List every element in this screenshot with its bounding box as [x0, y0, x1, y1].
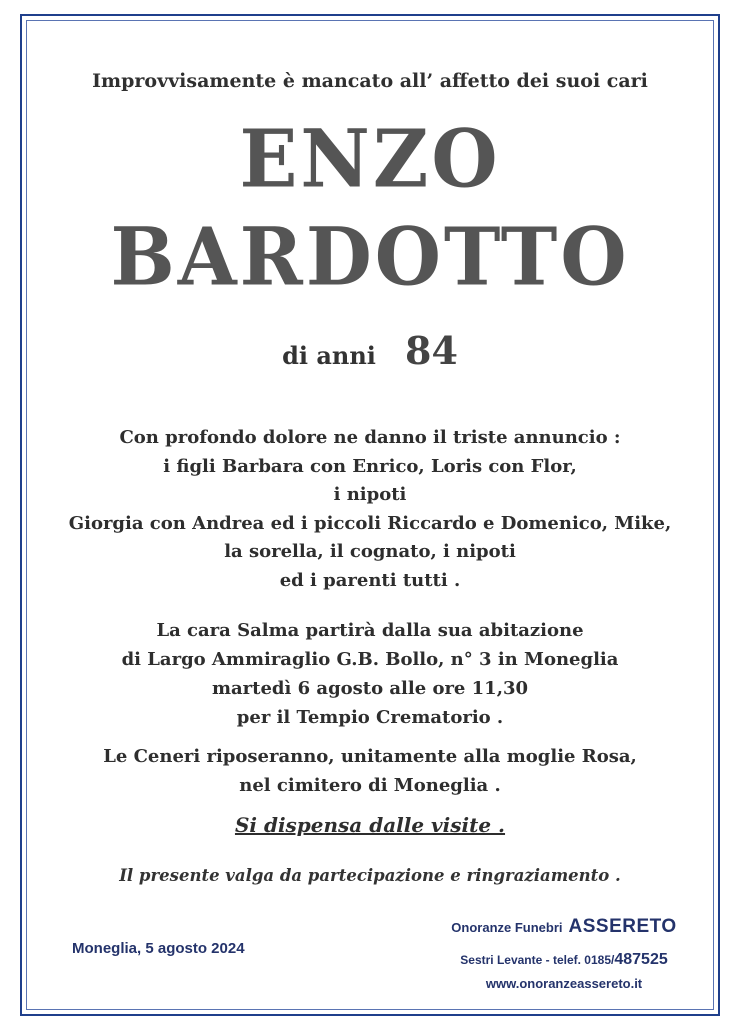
deceased-first-name: ENZO — [239, 111, 501, 206]
age-value: 84 — [405, 328, 458, 373]
ashes-block — [26, 742, 714, 800]
agency-phone: 487525 — [614, 951, 668, 968]
funeral-line: martedì 6 agosto alle ore 11,30 — [211, 678, 529, 699]
announcement-line: Con profondo dolore ne danno il triste annuncio : — [119, 427, 621, 448]
announcement-line: la sorella, il cognato, i nipoti — [224, 541, 516, 562]
announcement-line: i figli Barbara con Enrico, Loris con Flor, — [163, 455, 577, 477]
no-visits-note: Si dispensa dalle visite . — [234, 813, 506, 837]
ashes-line: Le Ceneri riposeranno, unitamente alla moglie Rosa, — [103, 746, 637, 767]
funeral-line: La cara Salma partirà dalla sua abitazione — [156, 620, 584, 641]
deceased-last-name: BARDOTTO — [110, 209, 630, 304]
age-label: di anni — [282, 341, 376, 370]
agency-contact — [426, 951, 702, 969]
place-and-date: Moneglia, 5 agosto 2024 — [72, 940, 245, 957]
agency-website-link[interactable]: www.onoranzeassereto.it — [485, 976, 643, 991]
agency-prefix: Onoranze Funebri — [451, 920, 563, 935]
agency-title — [426, 916, 702, 938]
thanks-note: Il presente valga da partecipazione e ringraziamento . — [119, 866, 621, 885]
announcement-block — [26, 424, 714, 595]
funeral-line: per il Tempio Crematorio . — [236, 707, 504, 728]
announcement-line: Giorgia con Andrea ed i piccoli Riccardo e Domenico, Mike, — [68, 512, 672, 534]
announcement-line: i nipoti — [333, 484, 407, 505]
agency-name: ASSERETO — [568, 916, 677, 937]
age-row — [26, 328, 714, 373]
funeral-line: di Largo Ammiraglio G.B. Bollo, n° 3 in Moneglia — [121, 649, 619, 670]
agency-contact-prefix: Sestri Levante - telef. 0185/ — [460, 953, 615, 967]
funeral-block — [26, 616, 714, 732]
ashes-line: nel cimitero di Moneglia . — [239, 775, 501, 796]
intro-line: Improvvisamente è mancato all’ affetto dei suoi cari — [92, 70, 648, 92]
announcement-line: ed i parenti tutti . — [279, 569, 461, 591]
